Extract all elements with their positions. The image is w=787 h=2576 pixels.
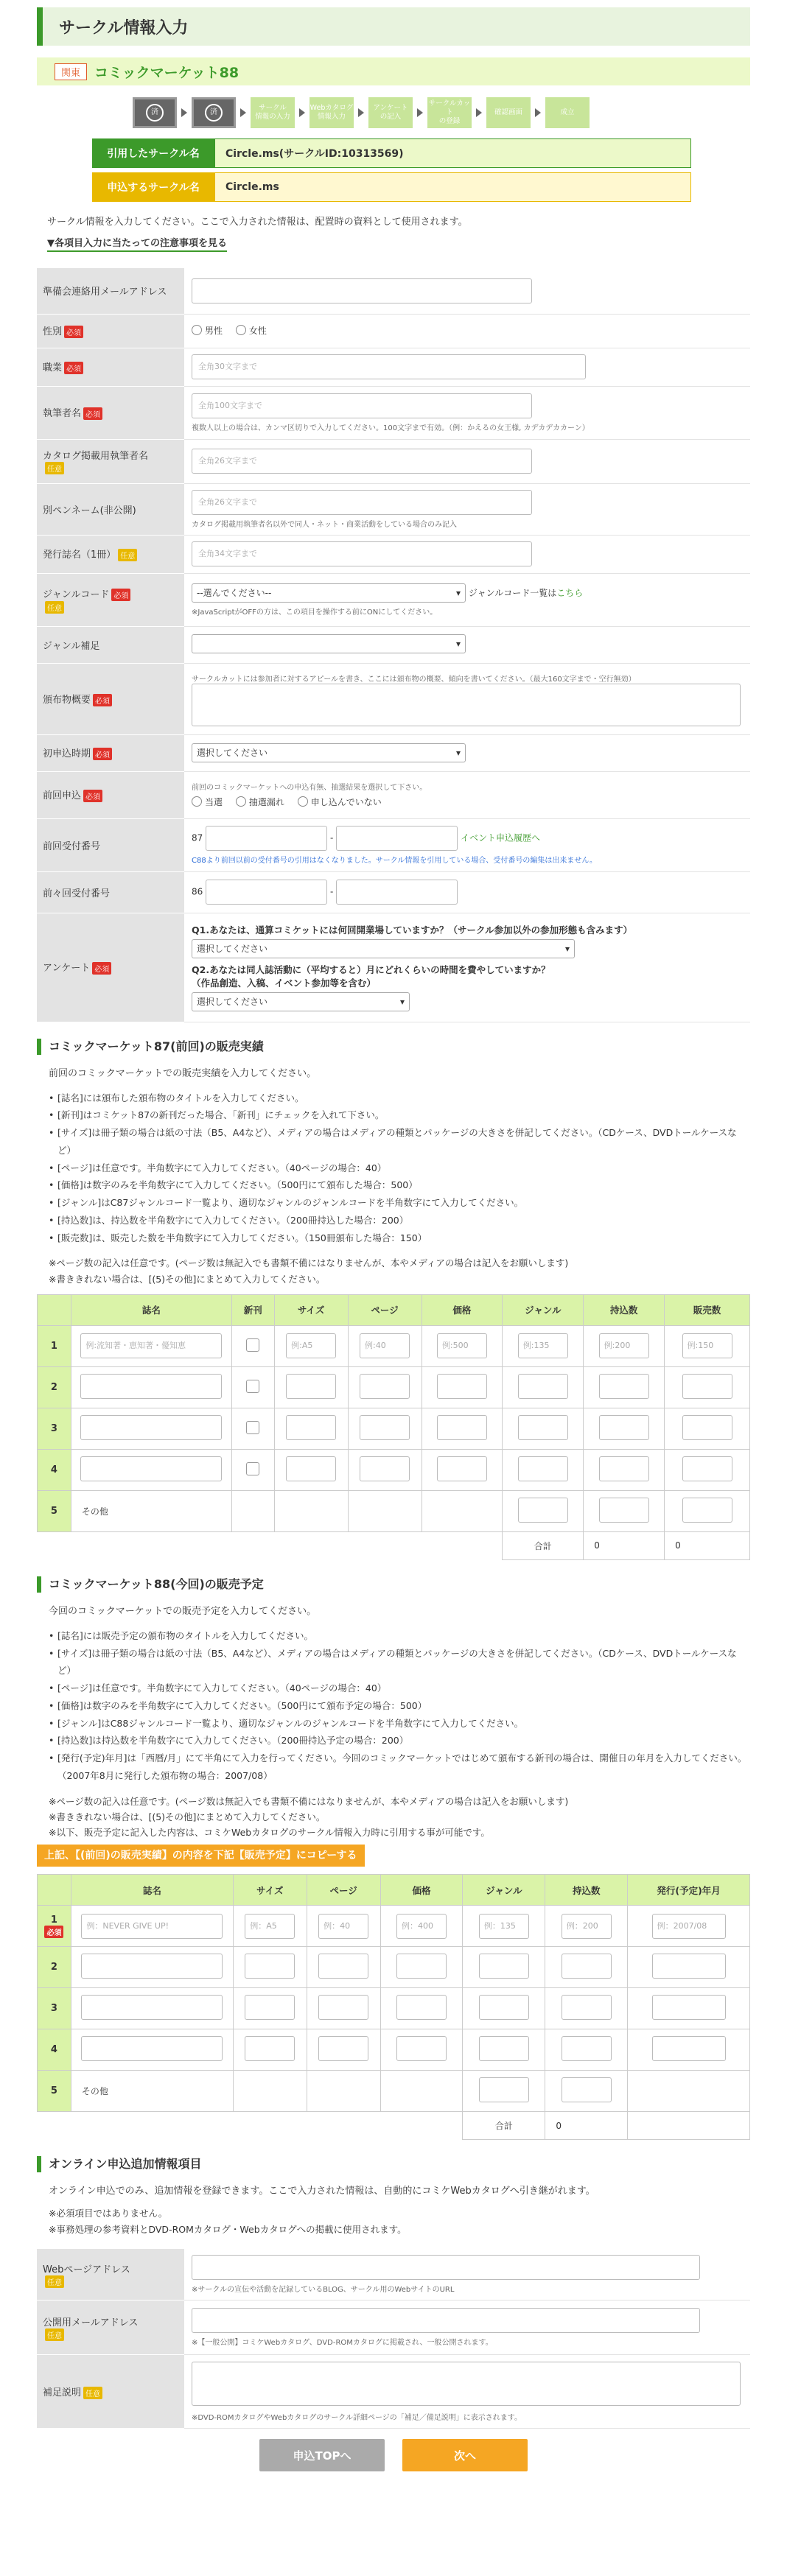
page-input[interactable]: 例:40 xyxy=(360,1333,410,1358)
catalog-author-label: カタログ掲載用執筆者名 任意 xyxy=(37,439,184,483)
rule-item: • [価格]は数字のみを半角数字にて入力してください。（500円にて頒布予定の場合：500） xyxy=(49,1697,750,1715)
step-8: 成立 xyxy=(545,97,590,128)
back-to-top-button[interactable]: 申込TOPへ xyxy=(259,2439,385,2471)
page-input[interactable] xyxy=(360,1456,410,1481)
page-input[interactable] xyxy=(360,1374,410,1399)
prev2-no-field-2[interactable] xyxy=(336,880,458,905)
total-sold: 0 xyxy=(665,1531,750,1559)
table-row: 3 xyxy=(38,1408,750,1449)
issue-date-input[interactable] xyxy=(652,1954,726,1979)
sec88-table: 誌名 サイズ ページ 価格 ジャンル 持込数 発行(予定)年月 1 必須 例：NEVER GIVE UP! 例：A5 例：40 例：400 例：135 例：200 例：2007/08 2 3 4 5 その他 合計 0 xyxy=(37,1874,750,2140)
genre-input[interactable]: 例：135 xyxy=(479,1914,529,1939)
q2-subtext: （作品創造、入稿、イベント参加等を含む） xyxy=(192,978,377,989)
note-hint: ※DVD-ROMカタログやWebカタログのサークル詳細ページの「補足／備足説明」に表示されます。 xyxy=(192,2413,522,2422)
step-arrow-icon xyxy=(358,108,364,117)
rule-item: • [販売数]は、販売した数を半角数字にて入力してください。（150冊頒布した場合：150） xyxy=(49,1229,750,1247)
title-input[interactable] xyxy=(81,2036,223,2061)
genre-input[interactable] xyxy=(479,2036,529,2061)
goods-label: 頒布物概要 必須 xyxy=(37,663,184,734)
sold-input[interactable] xyxy=(682,1415,732,1440)
carry-input[interactable] xyxy=(562,2077,612,2102)
genre-code-label: ジャンルコード 必須 任意 xyxy=(37,573,184,626)
genre-list-text: ジャンルコード一覧は xyxy=(468,587,557,598)
prev-none-radio[interactable]: 申し込んでいない xyxy=(298,796,382,808)
issue-date-input[interactable]: 例：2007/08 xyxy=(652,1914,726,1939)
size-input[interactable]: 例：A5 xyxy=(245,1914,295,1939)
step-arrow-icon xyxy=(299,108,305,117)
price-input[interactable]: 例：400 xyxy=(396,1914,447,1939)
q1-select[interactable]: 選択してください ▾ xyxy=(192,939,575,958)
prev-no-label: 前回受付番号 xyxy=(37,818,184,871)
step-6: サークルカット の登録 xyxy=(427,97,472,128)
carry-input[interactable] xyxy=(599,1415,649,1440)
next-button[interactable]: 次へ xyxy=(402,2439,528,2471)
rule-item: • [ページ]は任意です。半角数字にて入力してください。（40ページの場合：40） xyxy=(49,1680,750,1697)
online-notes: ※必須項目ではありません。 ※事務処理の参考資料とDVD-ROMカタログ・Webカタログへの掲載に使用されます。 xyxy=(49,2208,407,2235)
sec87-rules xyxy=(49,1089,750,1247)
intro-text: サークル情報を入力してください。ここで入力された情報は、配置時の資料として使用されます。 xyxy=(47,217,468,228)
sold-input[interactable] xyxy=(682,1374,732,1399)
bottom-buttons xyxy=(37,2439,750,2471)
carry-input[interactable] xyxy=(599,1498,649,1523)
online-form xyxy=(37,2249,750,2429)
genre-extra-label: ジャンル補足 xyxy=(37,626,184,663)
genre-input[interactable] xyxy=(518,1415,568,1440)
event-bar xyxy=(37,57,750,85)
gender-female-radio[interactable]: 女性 xyxy=(236,324,267,337)
title-input[interactable] xyxy=(80,1415,222,1440)
total-carry: 0 xyxy=(545,2112,628,2140)
rule-item: • [誌名]には頒布した頒布物のタイトルを入力してください。 xyxy=(49,1089,750,1107)
genre-extra-select[interactable] xyxy=(192,634,466,653)
web-url-field[interactable] xyxy=(192,2255,700,2280)
progress-steps xyxy=(133,97,750,128)
triangle-down-icon: ▼ xyxy=(47,238,55,249)
carry-input[interactable] xyxy=(599,1374,649,1399)
timing-select[interactable]: 選択してください ▾ xyxy=(192,743,466,762)
sec88-title: コミックマーケット88(今回)の販売予定 xyxy=(37,1576,750,1593)
table-row: 5 その他 xyxy=(38,1490,750,1531)
check-icon: 済 xyxy=(146,104,164,122)
sold-input[interactable] xyxy=(682,1456,732,1481)
goods-hint: サークルカットには参加者に対するアピールを書き、ここには頒布物の概要、傾向を書いてください。（最大160文字まで・空行無効） xyxy=(192,675,636,684)
new-checkbox[interactable] xyxy=(246,1421,259,1434)
notes-toggle-link[interactable] xyxy=(47,235,227,252)
sec87-desc: 前回のコミックマーケットでの販売実績を入力してください。 xyxy=(49,1067,317,1079)
price-input[interactable]: 例:500 xyxy=(437,1333,487,1358)
rule-item: • [サイズ]は冊子類の場合は紙の寸法（B5、A4など）、メディアの場合はメディアの種類とパッケージの大きさを併記してください。（CDケース、DVDトールケースなど） xyxy=(49,1645,750,1680)
apply-circle-row xyxy=(92,172,691,202)
issue-date-input[interactable] xyxy=(652,1995,726,2020)
timing-label: 初申込時期 必須 xyxy=(37,734,184,771)
chevron-down-icon: ▾ xyxy=(564,944,570,954)
genre-code-select[interactable]: --選んでください-- ▾ xyxy=(192,583,466,603)
apply-circle-value: Circle.ms xyxy=(214,172,691,202)
carry-input[interactable] xyxy=(562,1954,612,1979)
rule-item: • [新刊]はコミケット87の新刊だった場合、「新刊」にチェックを入れて下さい。 xyxy=(49,1106,750,1124)
table-row: 5 その他 xyxy=(38,2071,750,2112)
prev2-no-label: 前々回受付番号 xyxy=(37,871,184,913)
sold-input[interactable] xyxy=(682,1498,732,1523)
gender-male-radio[interactable]: 男性 xyxy=(192,324,223,337)
pen-name-label: 別ペンネーム(非公開) xyxy=(37,483,184,535)
author-hint: 複数人以上の場合は、カンマ区切りで入力してください。100文字まで有効。（例：かえるの女王様, カデカデカカーン） xyxy=(192,424,590,432)
page-input[interactable] xyxy=(318,2036,368,2061)
check-icon: 済 xyxy=(205,104,223,122)
total-label: 合計 xyxy=(463,2112,545,2140)
note-textarea[interactable] xyxy=(192,2362,741,2406)
issue-date-input[interactable] xyxy=(652,2036,726,2061)
total-row xyxy=(38,1531,750,1559)
public-mail-field[interactable] xyxy=(192,2308,700,2333)
table-row: 2 xyxy=(38,1947,750,1988)
new-checkbox[interactable] xyxy=(246,1462,259,1475)
sec88-desc: 今回のコミックマーケットでの販売予定を入力してください。 xyxy=(49,1605,317,1617)
chevron-down-icon: ▾ xyxy=(399,997,405,1007)
prev-apply-hint: 前回のコミックマーケットへの申込有無、抽選結果を選択して下さい。 xyxy=(192,783,427,792)
table-row: 1 例:流知著・恵知著・優知恵 例:A5 例:40 例:500 例:135 例:200 例:150 xyxy=(38,1325,750,1366)
survey-label: アンケート 必須 xyxy=(37,913,184,1022)
rule-item: • [ジャンル]はC88ジャンルコード一覧より、適切なジャンルのジャンルコードを半角数字にて入力してください。 xyxy=(49,1715,750,1733)
online-desc: オンライン申込でのみ、追加情報を登録できます。ここで入力された情報は、自動的にコミケWebカタログへ引き継がれます。 xyxy=(49,2186,595,2197)
carry-input[interactable]: 例：200 xyxy=(562,1914,612,1939)
catalog-author-field[interactable]: 全角26文字まで xyxy=(192,449,532,474)
total-row xyxy=(38,2112,750,2140)
rule-item: • [発行(予定)年月]は「西暦/月」にて半角にて入力を行ってください。今回のコミックマーケットではじめて頒布する新刊の場合は、開催日の年月を入力してください。（2007年8月に発行した頒布物の場合：2007/08） xyxy=(49,1749,750,1785)
cited-circle-value: Circle.ms(サークルID:10313569) xyxy=(214,138,691,168)
sec87-title: コミックマーケット87(前回)の販売実績 xyxy=(37,1039,750,1055)
email-field[interactable] xyxy=(192,278,532,303)
table-row: 3 xyxy=(38,1988,750,2029)
table-row: 4 xyxy=(38,2029,750,2071)
event-region-badge: 関東 xyxy=(55,63,87,80)
price-input[interactable] xyxy=(396,1995,447,2020)
page-input[interactable] xyxy=(360,1415,410,1440)
genre-list-link[interactable]: こちら xyxy=(556,587,584,598)
size-input[interactable] xyxy=(286,1456,336,1481)
size-input[interactable]: 例:A5 xyxy=(286,1333,336,1358)
chevron-down-icon: ▾ xyxy=(455,638,461,649)
prev2-no-prefix: 86 xyxy=(192,886,203,897)
size-input[interactable] xyxy=(286,1415,336,1440)
title-input[interactable] xyxy=(80,1374,222,1399)
size-input[interactable] xyxy=(245,2036,295,2061)
total-label: 合計 xyxy=(503,1531,584,1559)
prev2-no-field-1[interactable] xyxy=(206,880,327,905)
sold-input[interactable]: 例:150 xyxy=(682,1333,732,1358)
issue-field[interactable]: 全角34文字まで xyxy=(192,541,532,566)
rule-item: • [ページ]は任意です。半角数字にて入力してください。（40ページの場合：40） xyxy=(49,1159,750,1177)
new-checkbox[interactable] xyxy=(246,1338,259,1352)
title-input[interactable]: 例：NEVER GIVE UP! xyxy=(81,1914,223,1939)
title-input[interactable] xyxy=(81,1954,223,1979)
author-field[interactable]: 全角100文字まで xyxy=(192,393,532,418)
circle-info-form: 準備会連絡用メールアドレス 性別 必須 男性 女性 職業 必須 全角30文字まで 執筆者名 必須 全角100文字まで 複数人以上の場合は、カンマ区切りで入力してください。100文字まで有効。（例：かえるの女王様, カデカデカカーン） カタログ掲載用執筆者名 任意 全角26文字まで 別ペンネーム(非公開) 全角26文字まで カタログ掲載用執筆者名以外で同人・ネット・商業活動をしている場合のみ記入 発行誌名（1冊） 任意 全角34文字まで ジャンルコード 必須 任意 --選んでください-- ▾ ジャンルコード一覧はこちら ※JavaScriptがOFFの方は、この項目を操作する前にONにしてください。 ジャンル補足 ▾ 頒布物概要 必須 サークルカットには参加者に対するアピールを書き、ここには頒布物の概要、傾向を書いてください。（最大160文字まで・空行無効） 初申込時期 必須 選択してください ▾ 前回申込 必須 前回のコミックマーケットへの申込有無、抽選結果を選択して下さい。 当選 抽選漏れ 申し込んでいない 前回受付番号 87 - イベント申込履歴へ C88より前回以前の受付番号の引用はなくなりました。サークル情報を引用している場合、受付番号の編集は出来ません。 前々回受付番号 86 - アンケート 必須 Q1.あなたは、通算コミケットには何回開業場していますか？（サークル参加以外の参加形態も含みます） 選択してください ▾ Q2.あなたは同人誌活動に（平均すると）月にどれくらいの時間を費やしていますか？ （作品創造、入稿、イベント参加等を含む） 選択してください ▾ xyxy=(37,268,750,1022)
genre-hint: ※JavaScriptがOFFの方は、この項目を操作する前にONにしてください。 xyxy=(192,608,438,617)
prev-apply-label: 前回申込 必須 xyxy=(37,771,184,818)
pen-name-hint: カタログ掲載用執筆者名以外で同人・ネット・商業活動をしている場合のみ記入 xyxy=(192,520,457,529)
sec87-notes: ※ページ数の記入は任意です。(ページ数は無記入でも書類不備にはなりませんが、本やメディアの場合は記入をお願いします) ※書ききれない場合は、[(5)その他]にまとめて入力してください。 xyxy=(49,1257,569,1285)
copy-sales-button[interactable]: 上記、【(前回)の販売実績】の内容を下記【販売予定】にコピーする xyxy=(37,1845,365,1867)
q2-text: Q2.あなたは同人誌活動に（平均すると）月にどれくらいの時間を費やしていますか？ xyxy=(192,964,550,975)
size-input[interactable] xyxy=(245,1995,295,2020)
sec88-rules xyxy=(49,1627,750,1785)
rule-item: • [誌名]には販売予定の頒布物のタイトルを入力してください。 xyxy=(49,1627,750,1645)
step-3: サークル 情報の入力 xyxy=(251,97,295,128)
chevron-down-icon: ▾ xyxy=(455,748,461,758)
step-arrow-icon xyxy=(535,108,541,117)
apply-circle-label: 申込するサークル名 xyxy=(92,172,214,202)
rule-item: • [持込数]は持込数を半角数字にて入力してください。（200冊持込予定の場合：200） xyxy=(49,1732,750,1749)
genre-input[interactable] xyxy=(479,2077,529,2102)
page-title: サークル情報入力 xyxy=(59,18,189,38)
prev-no-prefix: 87 xyxy=(192,832,203,843)
new-checkbox[interactable] xyxy=(246,1380,259,1393)
issue-label: 発行誌名（1冊） 任意 xyxy=(37,535,184,573)
notes-toggle-label: 各項目入力に当たっての注意事項を見る xyxy=(55,238,228,249)
carry-input[interactable] xyxy=(562,1995,612,2020)
step-2 xyxy=(192,97,236,128)
genre-input[interactable] xyxy=(479,1995,529,2020)
price-input[interactable] xyxy=(396,1954,447,1979)
q1-text: Q1.あなたは、通算コミケットには何回開業場していますか？（サークル参加以外の参加形態も含みます） xyxy=(192,924,633,936)
page-header xyxy=(37,7,750,46)
rule-item: • [サイズ]は冊子類の場合は紙の寸法（B5、A4など）、メディアの場合はメディアの種類とパッケージの大きさを併記してください。（CDケース、DVDトールケースなど） xyxy=(49,1124,750,1159)
price-input[interactable] xyxy=(437,1415,487,1440)
prev-no-field-2[interactable] xyxy=(336,826,458,851)
goods-textarea[interactable] xyxy=(192,684,741,726)
public-mail-hint: ※【一般公開】コミケWebカタログ、DVD-ROMカタログに掲載され、一般公開されます。 xyxy=(192,2339,493,2348)
cited-circle-label: 引用したサークル名 xyxy=(92,138,214,168)
other-label: その他 xyxy=(71,1490,231,1531)
other-label: その他 xyxy=(71,2071,233,2112)
pen-name-field[interactable]: 全角26文字まで xyxy=(192,490,532,515)
prev-no-hint: C88より前回以前の受付番号の引用はなくなりました。サークル情報を引用している場合、受付番号の編集は出来ません。 xyxy=(192,856,598,865)
sec87-table: 誌名 新刊 サイズ ページ 価格 ジャンル 持込数 販売数 1 例:流知著・恵知著・優知恵 例:A5 例:40 例:500 例:135 例:200 例:150 2 3 4 5 その他 合計 0 0 xyxy=(37,1294,750,1560)
genre-input[interactable]: 例:135 xyxy=(518,1333,568,1358)
rule-item: • [価格]は数字のみを半角数字にて入力してください。（500円にて頒布した場合：500） xyxy=(49,1176,750,1194)
event-name: コミックマーケット88 xyxy=(94,64,239,81)
step-1 xyxy=(133,97,177,128)
prev-won-radio[interactable]: 当選 xyxy=(192,796,223,808)
author-label: 執筆者名 必須 xyxy=(37,386,184,439)
size-input[interactable] xyxy=(286,1374,336,1399)
carry-input[interactable] xyxy=(518,1498,568,1523)
step-arrow-icon xyxy=(476,108,482,117)
web-label: Webページアドレス 任意 xyxy=(37,2249,184,2300)
rule-item: • [持込数]は、持込数を半角数字にて入力してください。（200冊持込した場合：200） xyxy=(49,1212,750,1229)
size-input[interactable] xyxy=(245,1954,295,1979)
step-arrow-icon xyxy=(417,108,423,117)
prev-lost-radio[interactable]: 抽選漏れ xyxy=(236,796,284,808)
public-mail-label: 公開用メールアドレス 任意 xyxy=(37,2300,184,2355)
title-input[interactable]: 例:流知著・恵知著・優知恵 xyxy=(80,1333,222,1358)
step-7: 確認画面 xyxy=(486,97,531,128)
title-input[interactable] xyxy=(81,1995,223,2020)
q2-select[interactable]: 選択してください ▾ xyxy=(192,992,410,1011)
table-row: 1 必須 例：NEVER GIVE UP! 例：A5 例：40 例：400 例：135 例：200 例：2007/08 xyxy=(38,1906,750,1947)
web-hint: ※サークルの宣伝や活動を記録しているBLOG、サークル用のWebサイトのURL xyxy=(192,2286,455,2294)
page-input[interactable] xyxy=(318,1995,368,2020)
job-field[interactable]: 全角30文字まで xyxy=(192,354,586,379)
price-input[interactable] xyxy=(437,1456,487,1481)
cited-circle-row xyxy=(92,138,691,168)
step-4: Webカタログ 情報入力 xyxy=(309,97,354,128)
note-label: 補足説明 任意 xyxy=(37,2355,184,2429)
step-arrow-icon xyxy=(240,108,246,117)
carry-input[interactable] xyxy=(599,1456,649,1481)
event-history-link[interactable]: イベント申込履歴へ xyxy=(460,832,540,843)
table-row: 2 xyxy=(38,1366,750,1408)
sec88-notes: ※ページ数の記入は任意です。(ページ数は無記入でも書類不備にはなりませんが、本やメディアの場合は記入をお願いします) ※書ききれない場合は、[(5)その他]にまとめて入力してください。 ※以下、販売予定に記入した内容は、コミケWebカタログのサークル情報入力時に引用する事が可能です。 xyxy=(49,1795,569,1838)
rule-item: • [ジャンル]はC87ジャンルコード一覧より、適切なジャンルのジャンルコードを半角数字にて入力してください。 xyxy=(49,1194,750,1212)
genre-input[interactable] xyxy=(518,1374,568,1399)
carry-input[interactable] xyxy=(562,2036,612,2061)
genre-input[interactable] xyxy=(479,1954,529,1979)
online-title: オンライン申込追加情報項目 xyxy=(37,2156,750,2172)
step-arrow-icon xyxy=(181,108,187,117)
gender-label: 性別 必須 xyxy=(37,314,184,348)
price-input[interactable] xyxy=(396,2036,447,2061)
total-carry: 0 xyxy=(584,1531,665,1559)
page-input[interactable] xyxy=(318,1954,368,1979)
table-row: 4 xyxy=(38,1449,750,1490)
price-input[interactable] xyxy=(437,1374,487,1399)
chevron-down-icon: ▾ xyxy=(455,587,461,598)
carry-input[interactable]: 例:200 xyxy=(599,1333,649,1358)
email-label: 準備会連絡用メールアドレス xyxy=(37,268,184,314)
prev-no-field-1[interactable] xyxy=(206,826,327,851)
job-label: 職業 必須 xyxy=(37,348,184,386)
step-5: アンケート の記入 xyxy=(368,97,413,128)
genre-input[interactable] xyxy=(518,1456,568,1481)
title-input[interactable] xyxy=(80,1456,222,1481)
page-input[interactable]: 例：40 xyxy=(318,1914,368,1939)
